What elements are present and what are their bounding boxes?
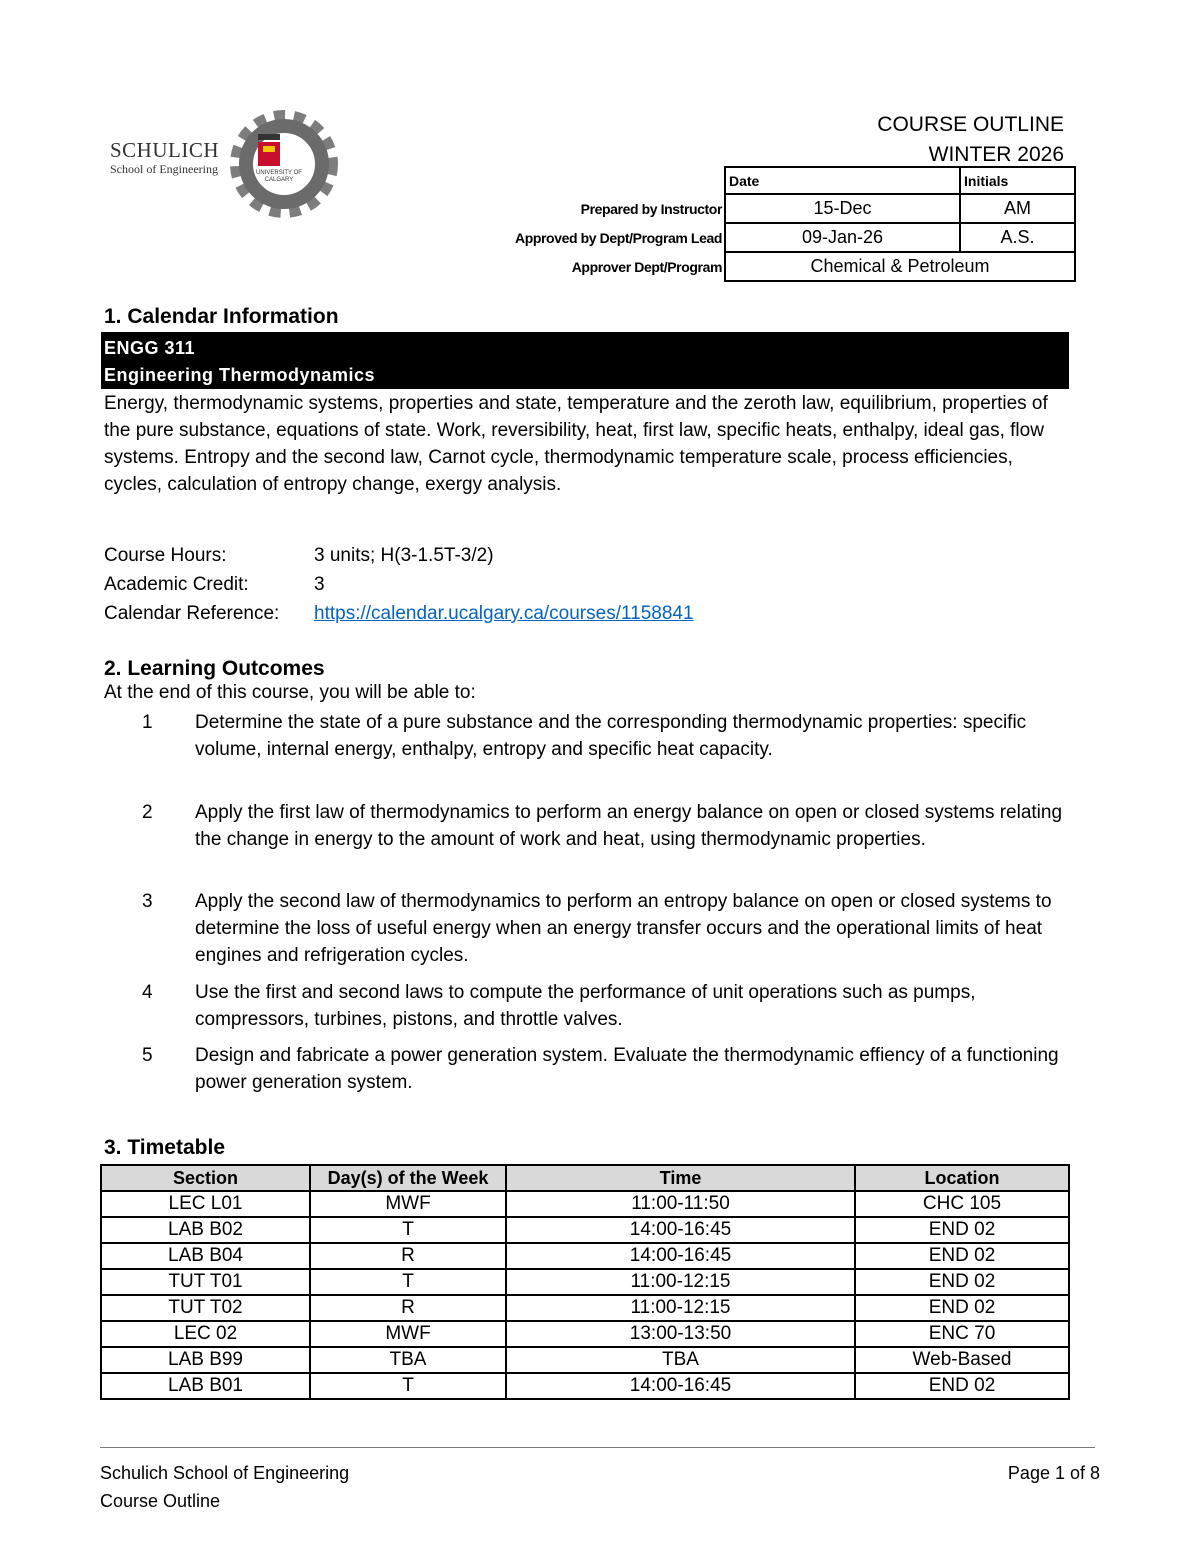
cell-days: T xyxy=(310,1269,506,1295)
logo-school-sub: School of Engineering xyxy=(110,162,218,176)
prepared-date: 15-Dec xyxy=(725,194,960,223)
cell-days: R xyxy=(310,1243,506,1269)
approved-label: Approved by Dept/Program Lead xyxy=(515,229,722,246)
cell-time: 14:00-16:45 xyxy=(506,1243,855,1269)
outcome-text: Design and fabricate a power generation system. Evaluate the thermodynamic effiency of a functioning power generation system. xyxy=(195,1045,1059,1093)
course-details xyxy=(104,541,694,628)
logo-university-text: UNIVERSITY OF CALGARY xyxy=(256,170,302,183)
cell-section: LEC L01 xyxy=(101,1191,310,1217)
cell-section: LAB B01 xyxy=(101,1373,310,1399)
table-row xyxy=(101,1191,1069,1217)
cell-days: R xyxy=(310,1295,506,1321)
cell-location: END 02 xyxy=(855,1373,1069,1399)
col-location: Location xyxy=(855,1165,1069,1191)
table-row xyxy=(101,1373,1069,1399)
table-row xyxy=(101,1321,1069,1347)
cell-time: 11:00-12:15 xyxy=(506,1269,855,1295)
outcome-text: Use the first and second laws to compute the performance of unit operations such as pumps, compressors, turbines, pistons, and throttle valves. xyxy=(195,982,976,1030)
cell-days: MWF xyxy=(310,1321,506,1347)
col-time: Time xyxy=(506,1165,855,1191)
outcome-text: Apply the first law of thermodynamics to perform an energy balance on open or closed systems relating the change in energy to the amount of work and heat, using thermodynamic properties. xyxy=(195,802,1063,850)
col-days: Day(s) of the Week xyxy=(310,1165,506,1191)
timetable-table xyxy=(100,1164,1070,1400)
footer-school: Schulich School of Engineering xyxy=(100,1463,350,1483)
cell-time: TBA xyxy=(506,1347,855,1373)
table-row xyxy=(101,1347,1069,1373)
credit-value: 3 xyxy=(314,574,325,595)
cell-days: T xyxy=(310,1373,506,1399)
timetable-heading: 3. Timetable xyxy=(104,1136,225,1159)
cell-location: END 02 xyxy=(855,1269,1069,1295)
outcome-number: 2 xyxy=(142,802,153,823)
table-row xyxy=(101,1269,1069,1295)
reference-label: Calendar Reference: xyxy=(104,603,280,624)
cell-time: 13:00-13:50 xyxy=(506,1321,855,1347)
cell-section: TUT T01 xyxy=(101,1269,310,1295)
course-name: Engineering Thermodynamics xyxy=(104,365,376,385)
credit-label: Academic Credit: xyxy=(104,574,249,595)
cell-location: Web-Based xyxy=(855,1347,1069,1373)
prepared-label: Prepared by Instructor xyxy=(580,200,722,217)
approved-date: 09-Jan-26 xyxy=(725,223,960,252)
approval-col-date: Date xyxy=(725,167,960,194)
cell-location: END 02 xyxy=(855,1217,1069,1243)
footer-doc-type: Course Outline xyxy=(100,1491,221,1511)
approver-value: Chemical & Petroleum xyxy=(725,252,1075,281)
table-row xyxy=(101,1243,1069,1269)
cell-time: 14:00-16:45 xyxy=(506,1217,855,1243)
document-header xyxy=(877,110,1064,170)
course-description: Energy, thermodynamic systems, properties and state, temperature and the zeroth law, equilibrium, properties of the pure substance, equations of state. Work, reversibility, heat, first law, specific heats, enthalpy, ideal gas, flow systems. Entropy and the second law, Carnot cycle, thermodynamic temperature scale, process efficiencies, cycles, calculation of entropy change, exergy analysis. xyxy=(104,393,1048,495)
outcome-text: Apply the second law of thermodynamics to perform an entropy balance on open or closed systems to determine the loss of useful energy when an energy transfer occurs and the operational limits of heat engines and refrigeration cycles. xyxy=(195,891,1052,966)
course-title-bar xyxy=(101,332,1069,389)
approved-initials: A.S. xyxy=(960,223,1075,252)
cell-location: ENC 70 xyxy=(855,1321,1069,1347)
document-title: COURSE OUTLINE xyxy=(877,113,1064,136)
calendar-heading: 1. Calendar Information xyxy=(104,305,339,328)
cell-time: 11:00-11:50 xyxy=(506,1191,855,1217)
cell-section: TUT T02 xyxy=(101,1295,310,1321)
outcome-number: 3 xyxy=(142,891,153,912)
table-row xyxy=(101,1295,1069,1321)
cell-location: CHC 105 xyxy=(855,1191,1069,1217)
logo-school-name: SCHULICH xyxy=(110,138,220,162)
outcome-text: Determine the state of a pure substance and the corresponding thermodynamic properties: specific volume, internal energy, enthalpy, entropy and specific heat capacity. xyxy=(195,712,1027,760)
approval-col-initials: Initials xyxy=(960,167,1075,194)
hours-label: Course Hours: xyxy=(104,545,227,566)
hours-value: 3 units; H(3-1.5T-3/2) xyxy=(314,545,494,566)
cell-section: LEC 02 xyxy=(101,1321,310,1347)
cell-days: T xyxy=(310,1217,506,1243)
cell-section: LAB B02 xyxy=(101,1217,310,1243)
outcomes-intro: At the end of this course, you will be able to: xyxy=(104,682,476,703)
approval-table xyxy=(440,166,1076,282)
approver-label: Approver Dept/Program xyxy=(571,258,722,275)
footer-page-number: Page 1 of 8 xyxy=(1007,1463,1100,1483)
outcome-number: 4 xyxy=(142,982,153,1003)
prepared-initials: AM xyxy=(960,194,1075,223)
cell-section: LAB B99 xyxy=(101,1347,310,1373)
calendar-reference-link[interactable]: https://calendar.ucalgary.ca/courses/1158841 xyxy=(314,603,694,624)
cell-days: TBA xyxy=(310,1347,506,1373)
cell-section: LAB B04 xyxy=(101,1243,310,1269)
col-section: Section xyxy=(101,1165,310,1191)
document-term: WINTER 2026 xyxy=(928,143,1064,166)
cell-time: 11:00-12:15 xyxy=(506,1295,855,1321)
footer-divider xyxy=(100,1447,1095,1448)
footer-left xyxy=(100,1459,349,1515)
outcomes-heading: 2. Learning Outcomes xyxy=(104,657,325,680)
cell-time: 14:00-16:45 xyxy=(506,1373,855,1399)
table-row xyxy=(101,1217,1069,1243)
outcome-number: 1 xyxy=(142,712,153,733)
course-code: ENGG 311 xyxy=(104,338,196,358)
cell-days: MWF xyxy=(310,1191,506,1217)
cell-location: END 02 xyxy=(855,1295,1069,1321)
cell-location: END 02 xyxy=(855,1243,1069,1269)
outcome-number: 5 xyxy=(142,1045,153,1066)
